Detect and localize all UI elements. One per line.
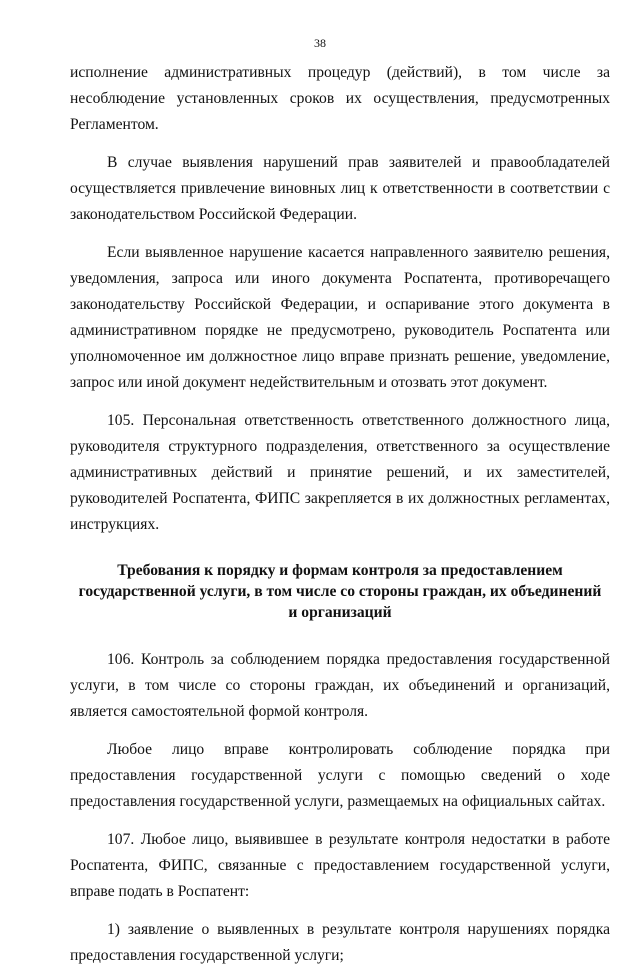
section-heading-line: и организаций [288, 604, 392, 621]
paragraph-violations: В случае выявления нарушений прав заявителей и правообладателей осуществляется привлечение виновных лиц к ответственности в соответствии с законодательством Российской Федерации. [70, 154, 610, 223]
paragraph-item-107: 107. Любое лицо, выявившее в результате контроля недостатки в работе Роспатента, ФИПС, связанные с предоставлением государственной услуги, вправе подать в Роспатент: [70, 831, 610, 900]
paragraph-continuation: исполнение административных процедур (действий), в том числе за несоблюдение установленных сроков их осуществления, предусмотренных Регламентом. [70, 64, 610, 133]
paragraph-item-106: 106. Контроль за соблюдением порядка предоставления государственной услуги, в том числе со стороны граждан, их объединений и организаций, является самостоятельной формой контроля. [70, 651, 610, 720]
page-number: 38 [314, 36, 326, 50]
section-heading-line: Требования к порядку и формам контроля за предоставлением [117, 562, 563, 579]
paragraph-public-control: Любое лицо вправе контролировать соблюдение порядка при предоставления государственной услуги с помощью сведений о ходе предоставления государственной услуги, размещаемых на официальных сайтах. [70, 741, 610, 810]
section-heading-line: государственной услуги, в том числе со стороны граждан, их объединений [78, 583, 602, 600]
paragraph-subitem-1: 1) заявление о выявленных в результате контроля нарушениях порядка предоставления государственной услуги; [70, 921, 610, 964]
paragraph-revocation: Если выявленное нарушение касается направленного заявителю решения, уведомления, запроса или иного документа Роспатента, противоречащего законодательству Российской Федерации, и оспаривание этого документа в административном порядке не предусмотрено, руководитель Роспатента или уполномоченное им должностное лицо вправе признать решение, уведомление, запрос или иной документ недействительным и отозвать этот документ. [70, 244, 610, 391]
section-heading [70, 560, 610, 623]
paragraph-item-105: 105. Персональная ответственность ответственного должностного лица, руководителя структурного подразделения, ответственного за осуществление административных действий и принятие решений, и их заместителей, руководителей Роспатента, ФИПС закрепляется в их должностных регламентах, инструкциях. [70, 412, 610, 533]
document-body [70, 60, 610, 979]
